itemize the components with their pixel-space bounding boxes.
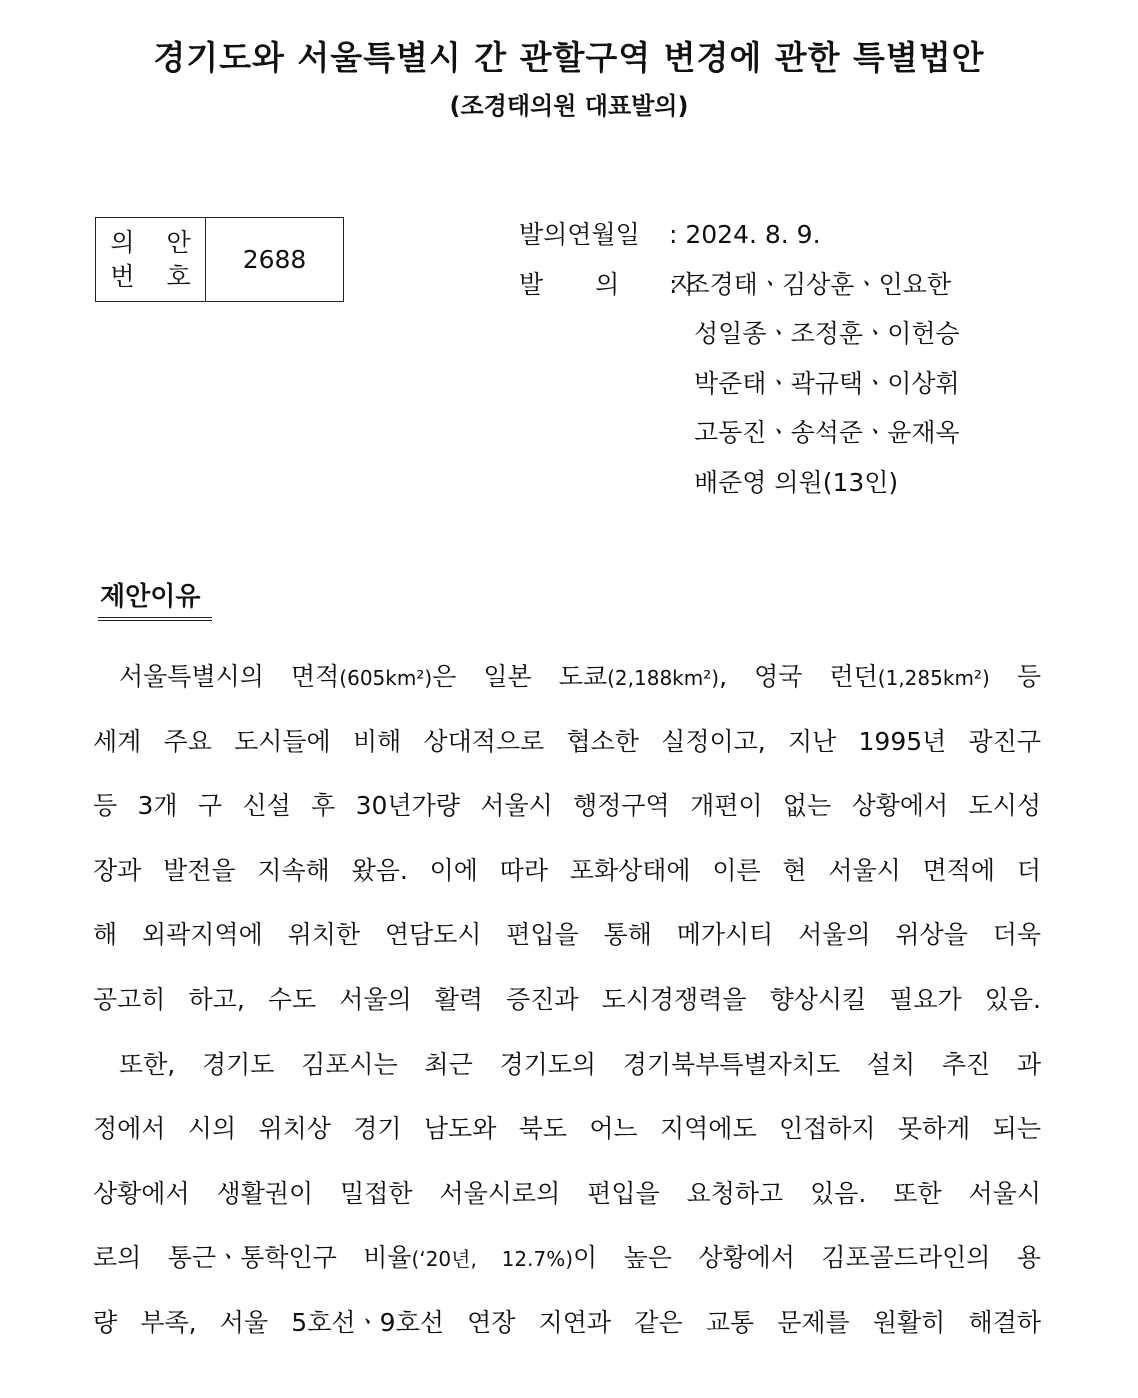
proposer-line-2: 성일종ㆍ조정훈ㆍ이헌승 (694, 319, 960, 348)
body-text (93, 650, 1041, 1361)
proposer-line-4: 고동진ㆍ송석준ㆍ윤재옥 (694, 418, 960, 447)
proposer-row (519, 265, 960, 315)
bill-number-label-line1: 의 안 (110, 227, 203, 257)
proposer-label: 발 의 자 (519, 269, 718, 299)
bill-meta (519, 215, 960, 512)
text-line: 공고히 하고, 수도 서울의 활력 증진과 도시경쟁력을 향상시킬 필요가 있음. (93, 984, 1041, 1014)
section-heading: 제안이유 (98, 576, 212, 621)
bill-subtitle: (조경태의원 대표발의) (449, 92, 689, 120)
proposer-line-3: 박준태ㆍ곽규택ㆍ이상휘 (694, 368, 960, 398)
text-line: 장과 발전을 지속해 왔음. 이에 따라 포화상태에 이른 현 서울시 면적에 더 (93, 855, 1041, 885)
text-line: 상황에서 생활권이 밀접한 서울시로의 편입을 요청하고 있음. 또한 서울시 (93, 1178, 1041, 1208)
text-line: 등 3개 구 신설 후 30년가량 서울시 행정구역 개편이 없는 상황에서 도시성 (93, 791, 1041, 821)
bill-number-label (96, 218, 206, 301)
text-line: 또한, 경기도 김포시는 최근 경기도의 경기북부특별자치도 설치 추진 과 (119, 1049, 1041, 1079)
text-line: 해 외곽지역에 위치한 연담도시 편입을 통해 메가시티 서울의 위상을 더욱 (93, 920, 1041, 950)
bill-title: 경기도와 서울특별시 간 관할구역 변경에 관한 특별법안 (153, 38, 985, 77)
proposal-date-label: 발의연월일 (519, 220, 640, 249)
text-line: 량 부족, 서울 5호선ㆍ9호선 연장 지연과 같은 교통 문제를 원활히 해결하 (93, 1307, 1041, 1337)
proposal-date-value: : 2024. 8. 9. (669, 220, 821, 249)
proposal-date-row (519, 215, 960, 265)
proposer-line-5: 배준영 의원(13인) (694, 467, 899, 497)
bill-number-label-line2: 번 호 (110, 261, 203, 291)
bill-number-value: 2688 (242, 245, 307, 274)
text-line: 정에서 시의 위치상 경기 남도와 북도 어느 지역에도 인접하지 못하게 되는 (93, 1114, 1041, 1144)
bill-number-box (95, 217, 344, 302)
text-line: 로의 통근ㆍ통학인구 비율(‘20년, 12.7%)이 높은 상황에서 김포골드라인의 용 (93, 1243, 1042, 1273)
proposer-line-1: : 조경태ㆍ김상훈ㆍ인요한 (669, 269, 952, 299)
text-line: 서울특별시의 면적(605km²)은 일본 도쿄(2,188km²), 영국 런던(1,285km²) 등 (119, 662, 1041, 691)
text-line: 세계 주요 도시들에 비해 상대적으로 협소한 실정이고, 지난 1995년 광진구 (93, 726, 1041, 756)
